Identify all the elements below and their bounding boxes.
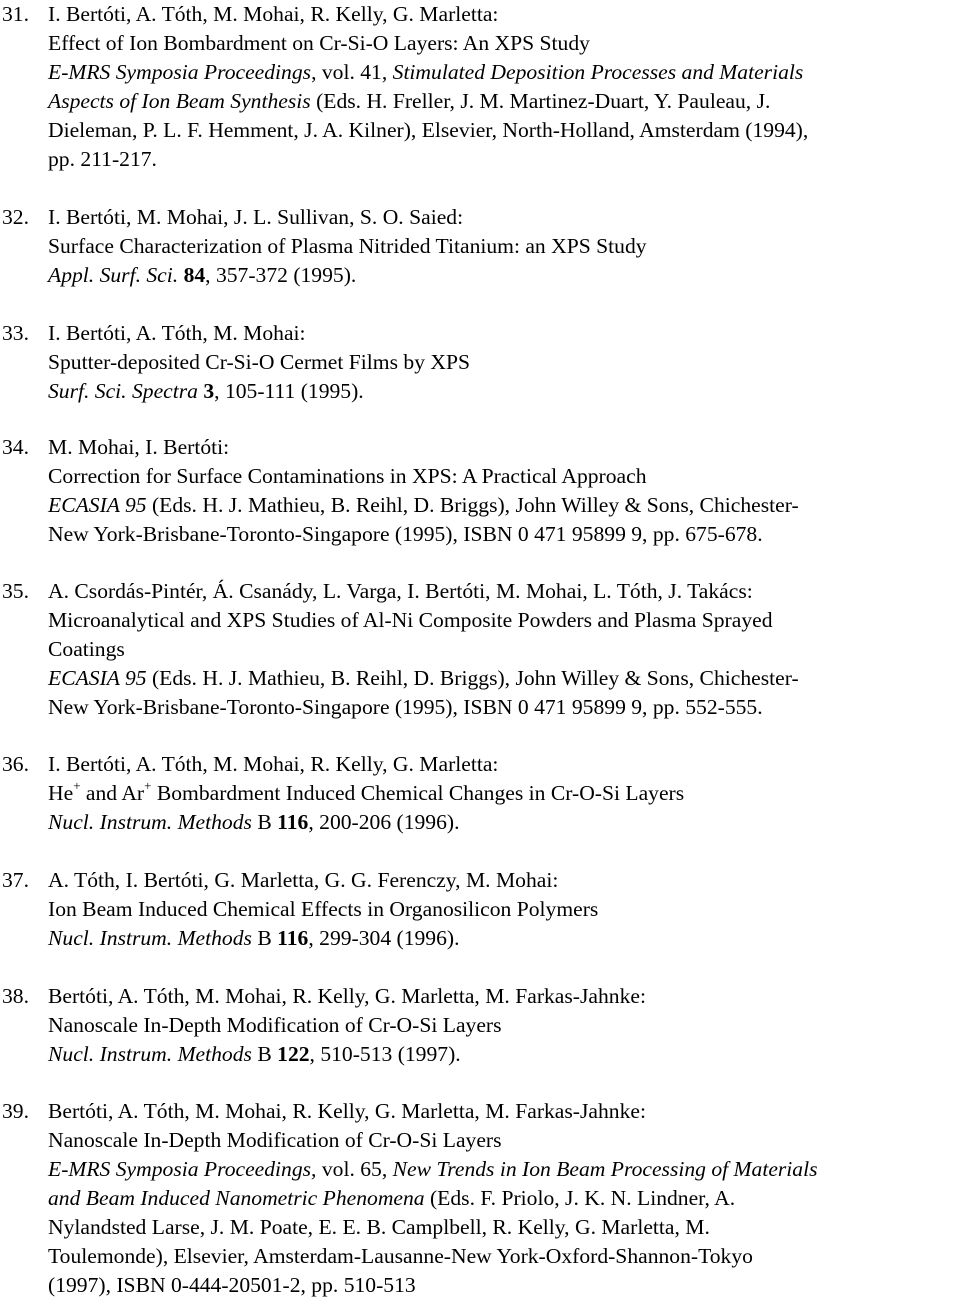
reference-segment: New York-Brisbane-Toronto-Singapore (1995), ISBN 0 471 95899 9, pp. 552-555. — [48, 695, 763, 719]
reference-line — [48, 261, 960, 290]
reference-segment: E-MRS Symposia Proceedings — [48, 60, 312, 84]
reference-segment: 116 — [277, 926, 309, 950]
reference-segment: Surf. Sci. Spectra — [48, 379, 198, 403]
reference-line — [48, 1097, 960, 1126]
reference-number: 37. — [2, 868, 29, 892]
reference-segment: Bertóti, A. Tóth, M. Mohai, R. Kelly, G. Marletta, M. Farkas-Jahnke: — [48, 1099, 646, 1123]
reference-line — [48, 232, 960, 261]
reference-segment: Nucl. Instrum. Methods — [48, 926, 252, 950]
reference-line — [48, 203, 960, 232]
reference-segment: Bombardment Induced Chemical Changes in Cr-O-Si Layers — [151, 781, 685, 805]
reference-segment: Bertóti, A. Tóth, M. Mohai, R. Kelly, G. Marletta, M. Farkas-Jahnke: — [48, 984, 646, 1008]
reference-line — [48, 664, 960, 693]
reference-line — [48, 1213, 960, 1242]
reference-line — [48, 1242, 960, 1271]
reference-text — [48, 866, 960, 953]
reference-segment: Surface Characterization of Plasma Nitrided Titanium: an XPS Study — [48, 234, 647, 258]
reference-line — [48, 377, 960, 406]
reference-text — [48, 433, 960, 549]
reference-line — [48, 462, 960, 491]
reference-segment: M. Mohai, I. Bertóti: — [48, 435, 230, 459]
reference-segment: He — [48, 781, 74, 805]
reference-segment: (Eds. F. Priolo, J. K. N. Lindner, A. — [424, 1186, 736, 1210]
reference-text — [48, 750, 960, 837]
reference-segment: Nucl. Instrum. Methods — [48, 810, 252, 834]
reference-segment: , 299-304 (1996). — [308, 926, 460, 950]
reference-line — [48, 87, 960, 116]
reference-line — [48, 116, 960, 145]
reference-line — [48, 693, 960, 722]
reference-number: 36. — [2, 752, 29, 776]
superscript-text: + — [73, 777, 81, 793]
reference-line — [48, 1011, 960, 1040]
reference-segment: pp. 211-217. — [48, 147, 157, 171]
reference-segment: Dieleman, P. L. F. Hemment, J. A. Kilner), Elsevier, North-Holland, Amsterdam (1994), — [48, 118, 809, 142]
reference-number: 39. — [2, 1099, 29, 1123]
reference-segment: Coatings — [48, 637, 125, 661]
reference-segment: , vol. 41, — [311, 60, 393, 84]
reference-segment: 3 — [203, 379, 215, 403]
reference-segment: vol. 65, — [316, 1157, 393, 1181]
reference-segment: and Beam Induced Nanometric Phenomena — [48, 1186, 425, 1210]
reference-number: 32. — [2, 205, 29, 229]
reference-line — [48, 29, 960, 58]
reference-line — [48, 491, 960, 520]
reference-line — [48, 1271, 960, 1300]
reference-segment: Correction for Surface Contaminations in XPS: A Practical Approach — [48, 464, 647, 488]
reference-segment: A. Tóth, I. Bertóti, G. Marletta, G. G. Ferenczy, M. Mohai: — [48, 868, 559, 892]
reference-line — [48, 635, 960, 664]
reference-segment: (1997), ISBN 0-444-20501-2, pp. 510-513 — [48, 1273, 416, 1297]
reference-text — [48, 0, 960, 174]
reference-segment: Aspects of Ion Beam Synthesis — [48, 89, 311, 113]
reference-segment: B — [251, 810, 278, 834]
reference-segment: A. Csordás-Pintér, Á. Csanády, L. Varga, I. Bertóti, M. Mohai, L. Tóth, J. Takács: — [48, 579, 753, 603]
reference-segment: Appl. Surf. Sci. — [48, 263, 179, 287]
reference-number: 31. — [2, 2, 29, 26]
reference-line — [48, 145, 960, 174]
reference-text — [48, 577, 960, 722]
reference-segment: New York-Brisbane-Toronto-Singapore (1995), ISBN 0 471 95899 9, pp. 675-678. — [48, 522, 763, 546]
reference-segment: Effect of Ion Bombardment on Cr-Si-O Layers: An XPS Study — [48, 31, 590, 55]
reference-segment: Ion Beam Induced Chemical Effects in Organosilicon Polymers — [48, 897, 599, 921]
reference-segment: B — [251, 1042, 278, 1066]
reference-text — [48, 1097, 960, 1300]
reference-segment: I. Bertóti, A. Tóth, M. Mohai, R. Kelly, G. Marletta: — [48, 2, 499, 26]
reference-segment: 84 — [183, 263, 206, 287]
reference-segment: (Eds. H. J. Mathieu, B. Reihl, D. Briggs), John Willey & Sons, Chichester- — [146, 666, 799, 690]
reference-line — [48, 348, 960, 377]
reference-line — [48, 1040, 960, 1069]
reference-line — [48, 750, 960, 779]
reference-segment: Stimulated Deposition Processes and Materials — [392, 60, 804, 84]
reference-line — [48, 319, 960, 348]
reference-number: 38. — [2, 984, 29, 1008]
reference-line — [48, 808, 960, 837]
reference-segment: Nucl. Instrum. Methods — [48, 1042, 252, 1066]
reference-segment: Microanalytical and XPS Studies of Al-Ni Composite Powders and Plasma Sprayed — [48, 608, 773, 632]
reference-line — [48, 606, 960, 635]
reference-segment: Toulemonde), Elsevier, Amsterdam-Lausanne-New York-Oxford-Shannon-Tokyo — [48, 1244, 753, 1268]
reference-line — [48, 520, 960, 549]
reference-line — [48, 779, 960, 808]
reference-line — [48, 1184, 960, 1213]
reference-segment: Nylandsted Larse, J. M. Poate, E. E. B. Camplbell, R. Kelly, G. Marletta, M. — [48, 1215, 710, 1239]
reference-segment: I. Bertóti, A. Tóth, M. Mohai: — [48, 321, 306, 345]
reference-segment: ECASIA 95 — [48, 493, 147, 517]
reference-line — [48, 895, 960, 924]
reference-segment: , 200-206 (1996). — [308, 810, 460, 834]
reference-line — [48, 1126, 960, 1155]
reference-line — [48, 982, 960, 1011]
reference-segment: , 510-513 (1997). — [309, 1042, 461, 1066]
reference-segment: I. Bertóti, M. Mohai, J. L. Sullivan, S. O. Saied: — [48, 205, 464, 229]
reference-line — [48, 924, 960, 953]
superscript-text: + — [144, 777, 152, 793]
reference-line — [48, 866, 960, 895]
reference-segment: Nanoscale In-Depth Modification of Cr-O-Si Layers — [48, 1013, 502, 1037]
reference-segment: ECASIA 95 — [48, 666, 147, 690]
reference-line — [48, 58, 960, 87]
reference-segment: , 105-111 (1995). — [214, 379, 364, 403]
reference-number: 35. — [2, 579, 29, 603]
reference-segment: New Trends in Ion Beam Processing of Materials — [392, 1157, 818, 1181]
reference-segment: , 357-372 (1995). — [205, 263, 357, 287]
reference-text — [48, 319, 960, 406]
reference-segment: E-MRS Symposia Proceedings, — [48, 1157, 317, 1181]
reference-line — [48, 577, 960, 606]
reference-segment: (Eds. H. Freller, J. M. Martinez-Duart, Y. Pauleau, J. — [310, 89, 771, 113]
reference-number: 34. — [2, 435, 29, 459]
reference-line — [48, 0, 960, 29]
reference-segment: B — [251, 926, 278, 950]
reference-segment: 116 — [277, 810, 309, 834]
reference-line — [48, 433, 960, 462]
reference-segment: (Eds. H. J. Mathieu, B. Reihl, D. Briggs), John Willey & Sons, Chichester- — [146, 493, 799, 517]
reference-segment: 122 — [277, 1042, 310, 1066]
reference-number: 33. — [2, 321, 29, 345]
reference-segment: Sputter-deposited Cr-Si-O Cermet Films by XPS — [48, 350, 471, 374]
reference-text — [48, 982, 960, 1069]
reference-text — [48, 203, 960, 290]
reference-line — [48, 1155, 960, 1184]
reference-segment: Nanoscale In-Depth Modification of Cr-O-Si Layers — [48, 1128, 502, 1152]
reference-segment: I. Bertóti, A. Tóth, M. Mohai, R. Kelly, G. Marletta: — [48, 752, 499, 776]
reference-segment: and Ar — [80, 781, 145, 805]
